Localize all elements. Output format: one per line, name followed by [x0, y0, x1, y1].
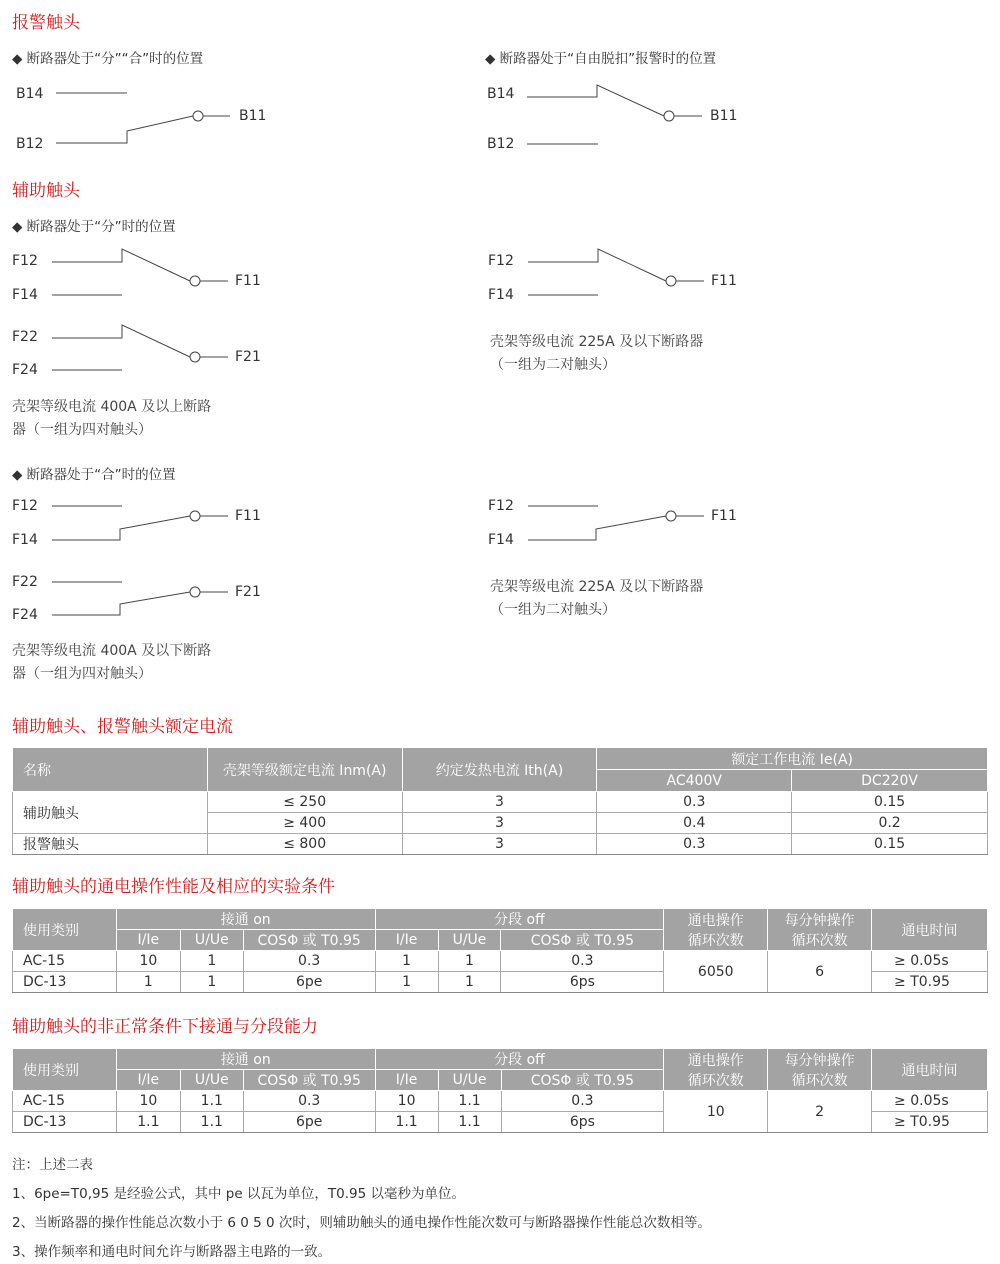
cell-ops: 10 [664, 1091, 768, 1133]
cell-ith: 3 [402, 813, 597, 834]
header-category: 使用类别 [13, 1049, 117, 1091]
cell-on-uue: 1.1 [180, 1112, 243, 1133]
aux-closed-left-note-line2: 器（一组为四对触头） [12, 666, 152, 682]
header-ops-line1: 通电操作 [687, 912, 744, 929]
header-on-cos: COSΦ 或 T0.95 [243, 1070, 375, 1091]
cell-on-uue: 1.1 [180, 1091, 243, 1112]
cell-off-uue: 1 [438, 951, 501, 972]
alarm-right-caption: ◆ 断路器处于“自由脱扣”报警时的位置 [485, 51, 717, 67]
aux-open-right-label-f11: F11 [711, 273, 737, 289]
header-off-cos: COSΦ 或 T0.95 [501, 930, 664, 951]
cell-off-cos: 6ps [501, 1112, 664, 1133]
header-off-cos: COSΦ 或 T0.95 [501, 1070, 664, 1091]
rated-current-table [12, 747, 988, 855]
cell-time: ≥ T0.95 [872, 1112, 988, 1133]
header-on-uue: U/Ue [180, 930, 243, 951]
header-on: 接通 on [116, 909, 375, 930]
cell-on-ile: 1.1 [116, 1112, 180, 1133]
cell-permin: 2 [768, 1091, 872, 1133]
header-time: 通电时间 [872, 909, 988, 951]
abnormal-condition-table [12, 1048, 988, 1133]
cell-off-cos: 0.3 [501, 1091, 664, 1112]
cell-time: ≥ 0.05s [872, 1091, 988, 1112]
aux-closed-left-label-f11: F11 [235, 508, 261, 524]
aux-open-left-label-f24: F24 [12, 362, 38, 378]
alarm-left-label-b11: B11 [239, 108, 267, 124]
cell-category: DC-13 [13, 1112, 117, 1133]
cell-dc: 0.15 [792, 792, 988, 813]
cell-off-uue: 1.1 [438, 1112, 501, 1133]
cell-dc: 0.15 [792, 834, 988, 855]
cell-off-cos: 0.3 [501, 951, 664, 972]
aux-closed-left-note-line1: 壳架等级电流 400A 及以下断路 [12, 643, 212, 659]
cell-off-ile: 1 [375, 951, 438, 972]
table-row [13, 951, 988, 972]
alarm-left-caption: ◆ 断路器处于“分”“合”时的位置 [12, 51, 204, 67]
header-off-ile: I/Ie [375, 1070, 438, 1091]
cell-on-ile: 10 [116, 951, 180, 972]
header-ops-line2: 循环次数 [687, 932, 744, 949]
aux-closed-left-label-f21: F21 [235, 584, 261, 600]
header-off-uue: U/Ue [438, 1070, 501, 1091]
header-dc220v: DC220V [792, 770, 988, 792]
cell-time: ≥ T0.95 [872, 972, 988, 993]
aux-open-left-label-f12: F12 [12, 253, 38, 269]
header-permin-line2: 循环次数 [791, 1072, 848, 1089]
table1-title: 辅助触头、报警触头额定电流 [12, 717, 233, 737]
cell-category: AC-15 [13, 951, 117, 972]
cell-ith: 3 [402, 834, 597, 855]
row-name: 报警触头 [13, 834, 208, 855]
aux-closed-left-label-f22: F22 [12, 574, 38, 590]
cell-ith: 3 [402, 792, 597, 813]
note-item-3: 3、操作频率和通电时间允许与断路器主电路的一致。 [12, 1244, 332, 1260]
cell-off-uue: 1.1 [438, 1091, 501, 1112]
header-ops-line2: 循环次数 [687, 1072, 744, 1089]
table-row [13, 1091, 988, 1112]
aux-open-left-label-f21: F21 [235, 349, 261, 365]
header-ops [664, 909, 768, 951]
aux-open-left-label-f14: F14 [12, 287, 38, 303]
header-name: 名称 [13, 748, 208, 792]
cell-inm: ≤ 800 [207, 834, 402, 855]
header-permin-line2: 循环次数 [791, 932, 848, 949]
header-ie: 额定工作电流 Ie(A) [597, 748, 988, 770]
aux-closed-right-diagram [0, 0, 1000, 1]
aux-closed-left-label-f14: F14 [12, 532, 38, 548]
aux-closed-left-label-f24: F24 [12, 607, 38, 623]
aux-closed-right-label-f11: F11 [711, 508, 737, 524]
alarm-right-label-b11: B11 [710, 108, 738, 124]
alarm-left-label-b12: B12 [16, 136, 44, 152]
header-on-ile: I/Ie [116, 930, 180, 951]
aux-closed-left-label-f12: F12 [12, 498, 38, 514]
cell-off-ile: 10 [375, 1091, 438, 1112]
cell-permin: 6 [768, 951, 872, 993]
cell-ac: 0.4 [597, 813, 792, 834]
cell-off-uue: 1 [438, 972, 501, 993]
cell-off-ile: 1 [375, 972, 438, 993]
header-ops [664, 1049, 768, 1091]
alarm-right-label-b12: B12 [487, 136, 515, 152]
aux-open-right-note-line2: （一组为二对触头） [490, 357, 616, 373]
header-on-ile: I/Ie [116, 1070, 180, 1091]
table-row [13, 834, 988, 855]
aux-closed-caption: ◆ 断路器处于“合”时的位置 [12, 467, 176, 483]
cell-on-ile: 10 [116, 1091, 180, 1112]
cell-on-cos: 0.3 [243, 951, 375, 972]
header-category: 使用类别 [13, 909, 117, 951]
header-permin [768, 1049, 872, 1091]
cell-ac: 0.3 [597, 792, 792, 813]
header-ith: 约定发热电流 Ith(A) [402, 748, 597, 792]
cell-time: ≥ 0.05s [872, 951, 988, 972]
row-name: 辅助触头 [13, 792, 208, 834]
cell-ac: 0.3 [597, 834, 792, 855]
table2-title: 辅助触头的通电操作性能及相应的实验条件 [12, 877, 335, 897]
notes-heading: 注：上述二表 [12, 1157, 93, 1173]
header-permin-line1: 每分钟操作 [784, 1052, 855, 1069]
aux-open-right-note-line1: 壳架等级电流 225A 及以下断路器 [490, 334, 704, 350]
note-item-2: 2、当断路器的操作性能总次数小于 6 0 5 0 次时，则辅助触头的通电操作性能次数可与断路器操作性能总次数相等。 [12, 1215, 711, 1231]
aux-open-left-note-line1: 壳架等级电流 400A 及以上断路 [12, 399, 212, 415]
aux-open-right-label-f12: F12 [488, 253, 514, 269]
aux-open-caption: ◆ 断路器处于“分”时的位置 [12, 219, 176, 235]
header-off: 分段 off [375, 1049, 664, 1070]
cell-off-cos: 6ps [501, 972, 664, 993]
cell-inm: ≥ 400 [207, 813, 402, 834]
header-on: 接通 on [116, 1049, 375, 1070]
header-on-cos: COSΦ 或 T0.95 [243, 930, 375, 951]
header-ac400v: AC400V [597, 770, 792, 792]
aux-closed-right-note-line1: 壳架等级电流 225A 及以下断路器 [490, 579, 704, 595]
aux-closed-right-label-f14: F14 [488, 532, 514, 548]
cell-dc: 0.2 [792, 813, 988, 834]
aux-open-left-label-f11: F11 [235, 273, 261, 289]
table3-title: 辅助触头的非正常条件下接通与分段能力 [12, 1017, 318, 1037]
operation-performance-table [12, 908, 988, 993]
alarm-right-label-b14: B14 [487, 86, 515, 102]
cell-off-ile: 1.1 [375, 1112, 438, 1133]
table-row [13, 792, 988, 813]
alarm-left-label-b14: B14 [16, 86, 44, 102]
section-title-alarm-contact: 报警触头 [12, 13, 80, 33]
cell-category: AC-15 [13, 1091, 117, 1112]
cell-on-cos: 6pe [243, 1112, 375, 1133]
cell-ops: 6050 [664, 951, 768, 993]
cell-on-ile: 1 [116, 972, 180, 993]
header-off: 分段 off [375, 909, 664, 930]
aux-open-left-label-f22: F22 [12, 329, 38, 345]
cell-on-uue: 1 [180, 951, 243, 972]
section-title-aux-contact: 辅助触头 [12, 181, 80, 201]
header-off-ile: I/Ie [375, 930, 438, 951]
header-on-uue: U/Ue [180, 1070, 243, 1091]
aux-open-right-label-f14: F14 [488, 287, 514, 303]
aux-closed-right-label-f12: F12 [488, 498, 514, 514]
aux-closed-right-note-line2: （一组为二对触头） [490, 602, 616, 618]
cell-inm: ≤ 250 [207, 792, 402, 813]
cell-on-uue: 1 [180, 972, 243, 993]
header-off-uue: U/Ue [438, 930, 501, 951]
header-permin [768, 909, 872, 951]
cell-on-cos: 6pe [243, 972, 375, 993]
header-time: 通电时间 [872, 1049, 988, 1091]
header-permin-line1: 每分钟操作 [784, 912, 855, 929]
note-item-1: 1、6pe=T0,95 是经验公式，其中 pe 以瓦为单位，T0.95 以毫秒为单位。 [12, 1186, 466, 1202]
cell-category: DC-13 [13, 972, 117, 993]
aux-open-left-note-line2: 器（一组为四对触头） [12, 422, 152, 438]
header-inm: 壳架等级额定电流 Inm(A) [207, 748, 402, 792]
header-ops-line1: 通电操作 [687, 1052, 744, 1069]
cell-on-cos: 0.3 [243, 1091, 375, 1112]
